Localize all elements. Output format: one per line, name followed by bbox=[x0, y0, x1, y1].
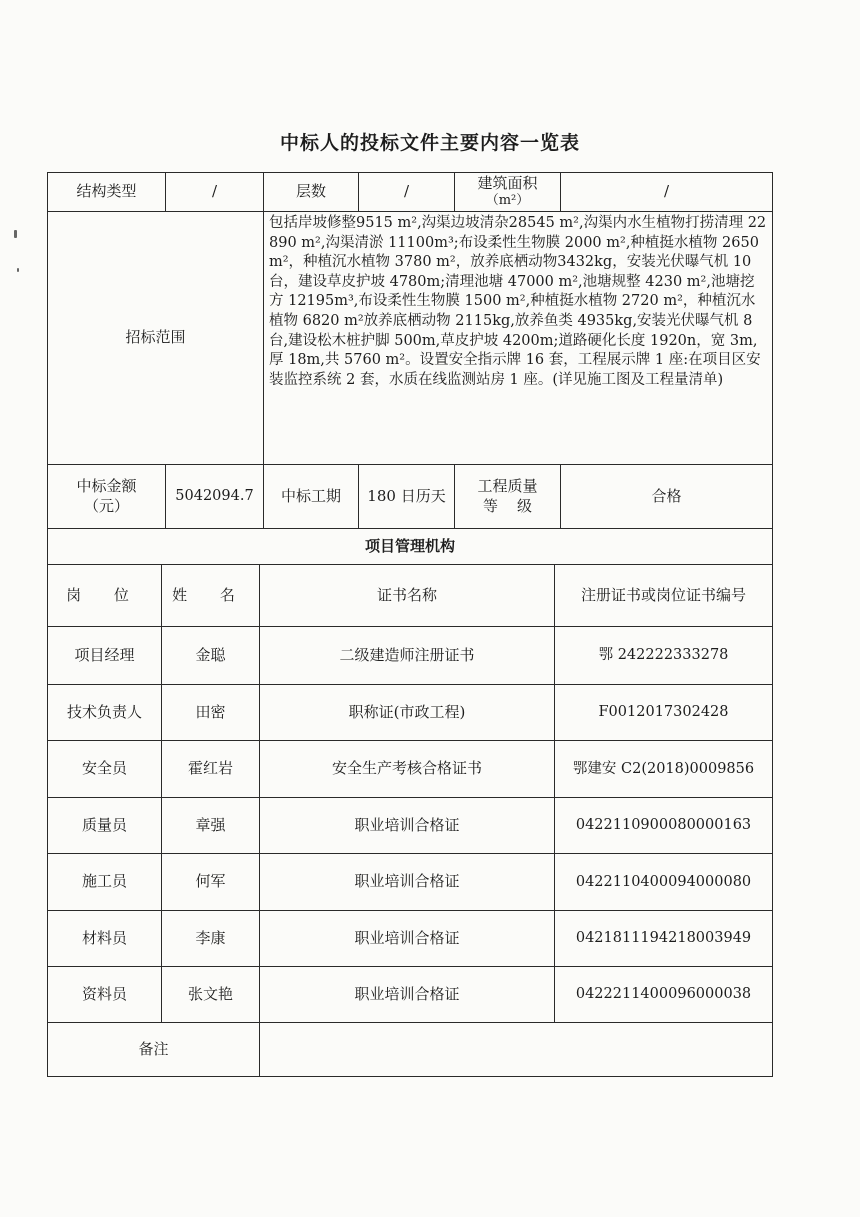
position-cell: 安全员 bbox=[48, 741, 162, 798]
certificate-cell: 安全生产考核合格证书 bbox=[260, 741, 555, 798]
position-cell: 技术负责人 bbox=[48, 685, 162, 741]
certificate-number-cell: 0422110400094000080 bbox=[555, 854, 773, 911]
certificate-cell: 职业培训合格证 bbox=[260, 798, 555, 854]
table-row bbox=[48, 967, 773, 1023]
certificate-cell: 职业培训合格证 bbox=[260, 967, 555, 1023]
tender-scope-text: 包括岸坡修整9515 m²,沟渠边坡清杂28545 m²,沟渠内水生植物打捞清理 22890 m²,沟渠清淤 11100m³;布设柔性生物膜 2000 m²,种植挺水植物 2650 m²，种植沉水植物 3780 m²，放养底栖动物3432kg，安装光伏曝气机 10 台，建设草皮护坡 4780m;清理池塘 47000 m²,池塘规整 4230 m²,池塘挖方 12195m³,布设柔性生物膜 1500 m²,种植挺水植物 2720 m²，种植沉水植物 6820 m²放养底栖动物 2115kg,放养鱼类 4935kg,安装光伏曝气机 8 台,建设松木桩护脚 500m,草皮护坡 4200m;道路硬化长度 1920n，宽 3m,厚 18m,共 5760 m²。设置安全指示牌 16 套，工程展示牌 1 座:在项目区安装监控系统 2 套，水质在线监测站房 1 座。(详见施工图及工程量清单) bbox=[264, 212, 773, 465]
name-cell: 金聪 bbox=[162, 627, 260, 685]
bid-amount-label bbox=[48, 465, 166, 529]
name-cell: 张文艳 bbox=[162, 967, 260, 1023]
tender-scope-label: 招标范围 bbox=[48, 212, 264, 465]
remarks-label: 备注 bbox=[48, 1023, 260, 1077]
project-info-table bbox=[47, 172, 772, 529]
position-cell: 质量员 bbox=[48, 798, 162, 854]
bid-period-value: 180 日历天 bbox=[359, 465, 455, 529]
certificate-number-cell: 0422110900080000163 bbox=[555, 798, 773, 854]
bid-amount-label-text: 中标金额 bbox=[76, 477, 137, 495]
quality-grade-value: 合格 bbox=[561, 465, 773, 529]
bid-row bbox=[48, 465, 773, 529]
position-cell: 材料员 bbox=[48, 911, 162, 967]
table-row bbox=[48, 911, 773, 967]
scan-mark bbox=[14, 230, 17, 238]
header-name: 姓 名 bbox=[162, 565, 260, 627]
management-section-row bbox=[48, 529, 773, 565]
header-certificate: 证书名称 bbox=[260, 565, 555, 627]
scan-mark bbox=[17, 268, 19, 272]
building-area-label-text: 建筑面积 bbox=[477, 173, 538, 192]
position-cell: 施工员 bbox=[48, 854, 162, 911]
bid-amount-label-unit: （元） bbox=[83, 496, 129, 515]
bid-amount-value: 5042094.7 bbox=[166, 465, 264, 529]
certificate-number-cell: 鄂 242222333278 bbox=[555, 627, 773, 685]
table-row bbox=[48, 798, 773, 854]
table-row bbox=[48, 741, 773, 798]
page-title: 中标人的投标文件主要内容一览表 bbox=[279, 132, 580, 154]
certificate-number-cell: 0422211400096000038 bbox=[555, 967, 773, 1023]
remarks-value bbox=[260, 1023, 773, 1077]
certificate-number-cell: F0012017302428 bbox=[555, 685, 773, 741]
certificate-cell: 职称证(市政工程) bbox=[260, 685, 555, 741]
name-cell: 霍红岩 bbox=[162, 741, 260, 798]
bid-period-label: 中标工期 bbox=[264, 465, 359, 529]
certificate-number-cell: 鄂建安 C2(2018)0009856 bbox=[555, 741, 773, 798]
header-position: 岗 位 bbox=[48, 565, 162, 627]
certificate-cell: 职业培训合格证 bbox=[260, 911, 555, 967]
building-area-label bbox=[455, 173, 561, 212]
structure-type-value: / bbox=[166, 173, 264, 212]
management-table bbox=[47, 528, 772, 1077]
building-area-value: / bbox=[561, 173, 773, 212]
floors-label: 层数 bbox=[264, 173, 359, 212]
structure-row bbox=[48, 173, 773, 212]
floors-value: / bbox=[359, 173, 455, 212]
quality-grade-label bbox=[455, 465, 561, 529]
name-cell: 何军 bbox=[162, 854, 260, 911]
table-row bbox=[48, 685, 773, 741]
management-header-row bbox=[48, 565, 773, 627]
certificate-number-cell: 0421811194218003949 bbox=[555, 911, 773, 967]
management-section-title: 项目管理机构 bbox=[48, 529, 773, 565]
quality-grade-label-line2: 等 级 bbox=[482, 496, 533, 515]
name-cell: 李康 bbox=[162, 911, 260, 967]
table-row bbox=[48, 854, 773, 911]
remarks-row bbox=[48, 1023, 773, 1077]
table-row bbox=[48, 627, 773, 685]
scope-row bbox=[48, 212, 773, 465]
certificate-cell: 职业培训合格证 bbox=[260, 854, 555, 911]
structure-type-label: 结构类型 bbox=[48, 173, 166, 212]
position-cell: 资料员 bbox=[48, 967, 162, 1023]
building-area-unit: （m²） bbox=[485, 193, 530, 209]
name-cell: 章强 bbox=[162, 798, 260, 854]
quality-grade-label-line1: 工程质量 bbox=[477, 477, 538, 495]
name-cell: 田密 bbox=[162, 685, 260, 741]
certificate-cell: 二级建造师注册证书 bbox=[260, 627, 555, 685]
header-certificate-number: 注册证书或岗位证书编号 bbox=[555, 565, 773, 627]
position-cell: 项目经理 bbox=[48, 627, 162, 685]
